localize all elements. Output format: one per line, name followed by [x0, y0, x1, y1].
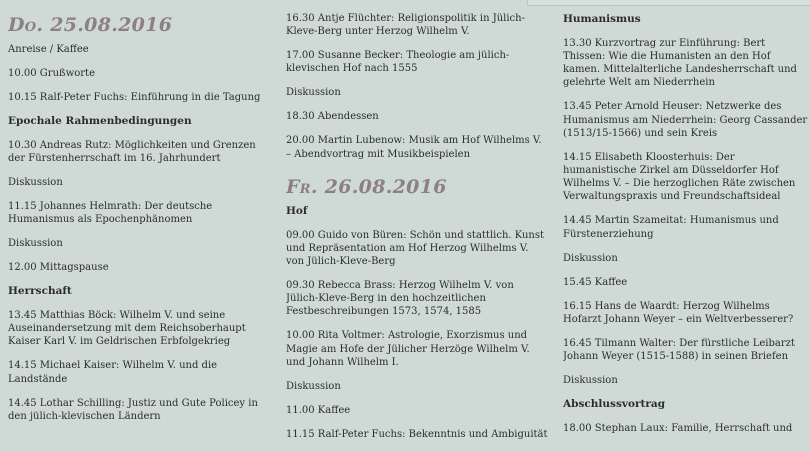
day-heading-friday: Fr. 26.08.2016 [286, 175, 447, 198]
column-friday-afternoon [563, 0, 810, 452]
program-list-friday-afternoon [563, 13, 810, 435]
program-item: 10.30 Andreas Rutz: Möglichkeiten und Grenzen der Fürstenherrschaft im 16. Jahrhundert [8, 139, 256, 164]
column-thursday-cont-friday [286, 0, 548, 452]
program-item: 11.15 Ralf-Peter Fuchs: Bekenntnis und Ambiguität [286, 428, 548, 440]
program-item: 09.30 Rebecca Brass: Herzog Wilhelm V. von Jülich-Kleve-Berg in den hochzeitlichen Festbeschreibungen 1573, 1574, 1585 [286, 280, 514, 318]
program-item: 20.00 Martin Lubenow: Musik am Hof Wilhelms V. – Abendvortrag mit Musikbeispielen [286, 135, 542, 160]
program-item: 13.30 Kurzvortrag zur Einführung: Bert Thissen: Wie die Humanisten an den Hof kamen. Mittelalterliche Landesherrschaft und gelehrte Welt am Niederrhein [563, 37, 797, 89]
program-item: Diskussion [286, 380, 341, 392]
program-item: 14.15 Elisabeth Kloosterhuis: Der humanistische Zirkel am Düsseldorfer Hof Wilhelms V. – Die herzoglichen Räte zwischen Verwaltungspraxis und Freundschaftsideal [563, 151, 796, 203]
program-item: 13.45 Matthias Böck: Wilhelm V. und seine Auseinandersetzung mit dem Reichsoberhaupt Kaiser Karl V. im Geldrischen Erbfolgekrieg [8, 310, 246, 348]
program-item: 13.45 Peter Arnold Heuser: Netzwerke des Humanismus am Niederrhein: Georg Cassander (1513/15-1566) und sein Kreis [563, 101, 808, 139]
program-item: 16.45 Tilmann Walter: Der fürstliche Leibarzt Johann Weyer (1515-1588) in seinen Briefen [563, 337, 795, 363]
program-item: 10.00 Grußworte [8, 68, 95, 79]
program-item: Diskussion [8, 177, 63, 188]
program-item: Diskussion [8, 238, 63, 250]
program-item: 18.30 Abendessen [286, 111, 379, 123]
section-heading: Epochale Rahmenbedingungen [8, 115, 192, 127]
program-item: 17.00 Susanne Becker: Theologie am jülich-klevischen Hof nach 1555 [286, 50, 510, 75]
program-item: 10.15 Ralf-Peter Fuchs: Einführung in die Tagung [8, 92, 261, 103]
program-item: Diskussion [286, 87, 341, 99]
program-item: 10.00 Rita Voltmer: Astrologie, Exorzismus und Magie am Hofe der Jülicher Herzöge Wilhelm V. und Johann Wilhelm I. [286, 330, 530, 368]
program-item: 14.15 Michael Kaiser: Wilhelm V. und die Landstände [8, 360, 218, 385]
program-list-thursday-evening [286, 12, 548, 161]
section-heading: Abschlussvortrag [563, 398, 666, 411]
program-item: Anreise / Kaffee [8, 44, 89, 55]
program-item: 12.00 Mittagspause [8, 262, 109, 274]
program-item: 11.00 Kaffee [286, 404, 351, 416]
column-thursday [8, 0, 270, 452]
program-item: 11.15 Johannes Helmrath: Der deutsche Humanismus als Epochenphänomen [8, 201, 213, 226]
program-item: 14.45 Martin Szameitat: Humanismus und Fürstenerziehung [563, 215, 779, 240]
program-item: 09.00 Guido von Büren: Schön und stattlich. Kunst und Repräsentation am Hof Herzog Wilhelms V. von Jülich-Kleve-Berg [286, 229, 545, 268]
program-item: 16.15 Hans de Waardt: Herzog Wilhelms Hofarzt Johann Weyer – ein Weltverbesserer? [563, 300, 794, 325]
section-heading: Hof [286, 204, 308, 217]
program-list-thursday [8, 43, 270, 423]
section-heading: Herrschaft [8, 285, 72, 298]
program-item: 15.45 Kaffee [563, 276, 628, 288]
program-item: 18.00 Stephan Laux: Familie, Herrschaft und [563, 422, 793, 434]
section-heading: Humanismus [563, 13, 641, 25]
program-item: 14.45 Lothar Schilling: Justiz und Gute Policey in den jülich-klevischen Ländern [8, 397, 258, 422]
program-item: 16.30 Antje Flüchter: Religionspolitik in Jülich-Kleve-Berg unter Herzog Wilhelm V. [286, 13, 525, 38]
program-item: Diskussion [563, 375, 618, 387]
program-list-friday [286, 205, 548, 441]
program-item: Diskussion [563, 252, 618, 264]
day-heading-thursday: Do. 25.08.2016 [8, 14, 173, 36]
